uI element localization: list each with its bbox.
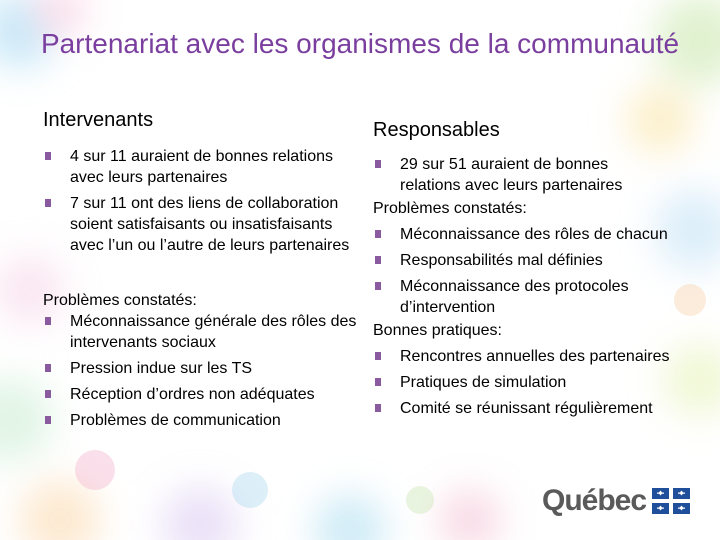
bullet-icon: [45, 364, 51, 372]
bullet-icon: [45, 390, 51, 398]
bullet-icon: [45, 317, 51, 325]
bullet-icon: [375, 282, 381, 290]
list-item: Méconnaissance des rôles de chacun: [373, 224, 673, 245]
bullet-icon: [375, 404, 381, 412]
page-title: Partenariat avec les organismes de la communauté: [40, 28, 680, 59]
list-item: 4 sur 11 auraient de bonnes relations avec leurs partenaires: [43, 146, 358, 188]
bullet-icon: [375, 352, 381, 360]
responsables-heading: Responsables: [373, 119, 500, 141]
quebec-flag-icon: [652, 488, 690, 514]
list-item: 7 sur 11 ont des liens de collaboration soient satisfaisants ou insatisfaisants avec l’un ou l’autre de leurs partenaires: [43, 193, 358, 256]
list-item: Méconnaissance générale des rôles des intervenants sociaux: [43, 311, 358, 353]
bullet-icon: [375, 160, 381, 168]
quebec-wordmark: Québec: [542, 484, 647, 517]
list-item: Réception d’ordres non adéquates: [43, 384, 358, 405]
responsables-problems-list: [373, 224, 673, 318]
responsables-practices-label: Bonnes pratiques:: [373, 322, 502, 339]
list-item: Rencontres annuelles des partenaires: [373, 346, 673, 367]
bullet-icon: [375, 230, 381, 238]
intervenants-heading: Intervenants: [43, 109, 154, 131]
bullet-icon: [45, 152, 51, 160]
intervenants-problems-list: [43, 311, 358, 431]
list-item: 29 sur 51 auraient de bonnes relations avec leurs partenaires: [373, 154, 673, 196]
bullet-icon: [45, 199, 51, 207]
list-item: Problèmes de communication: [43, 410, 358, 431]
list-item: Méconnaissance des protocoles d’intervention: [373, 276, 673, 318]
responsables-practices-list: [373, 346, 673, 419]
bullet-icon: [375, 378, 381, 386]
responsables-bullets: [373, 154, 673, 196]
intervenants-problems-label: Problèmes constatés:: [43, 292, 197, 309]
list-item: Pratiques de simulation: [373, 372, 673, 393]
list-item: Responsabilités mal définies: [373, 250, 673, 271]
list-item: Pression indue sur les TS: [43, 358, 358, 379]
responsables-problems-label: Problèmes constatés:: [373, 200, 527, 217]
intervenants-bullets: [43, 146, 358, 256]
intervenants-column: [43, 108, 358, 431]
responsables-column: [373, 118, 673, 419]
quebec-logo: [542, 484, 690, 518]
bullet-icon: [375, 256, 381, 264]
list-item: Comité se réunissant régulièrement: [373, 398, 673, 419]
bullet-icon: [45, 416, 51, 424]
